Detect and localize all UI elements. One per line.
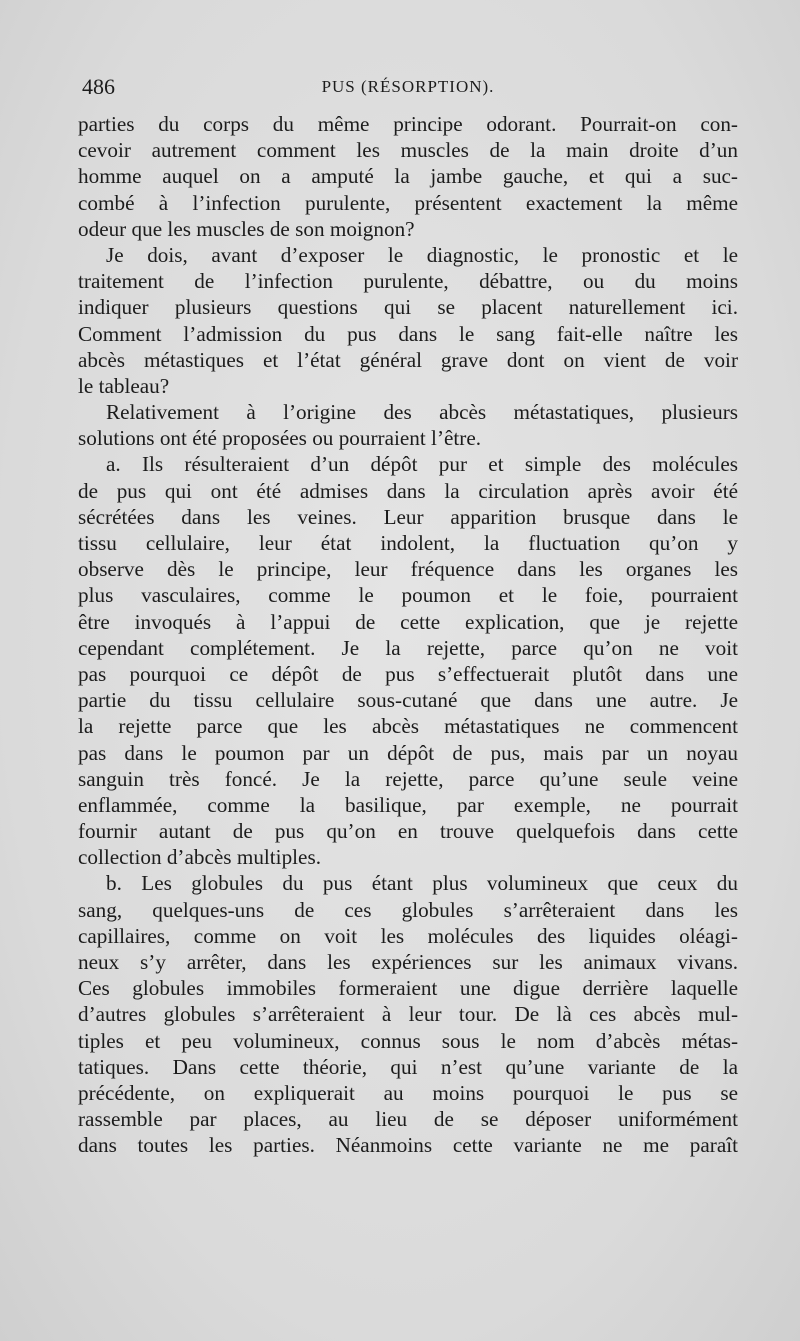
text-line: collection d’abcès multiples. bbox=[78, 845, 321, 870]
text-line: Je dois, avant d’exposer le diagnostic, le pronostic et le bbox=[106, 242, 738, 267]
text-line: partie du tissu cellulaire sous-cutané que dans une autre. Je bbox=[78, 688, 738, 713]
text-line: Relativement à l’origine des abcès métastatiques, plusieurs bbox=[106, 400, 738, 425]
page-header bbox=[78, 70, 738, 104]
text-line: combé à l’infection purulente, présentent exactement la même bbox=[78, 190, 738, 215]
text-line: a. Ils résulteraient d’un dépôt pur et simple des molécules bbox=[106, 452, 738, 477]
text-line: parties du corps du même principe odorant. Pourrait-on con- bbox=[78, 112, 738, 136]
text-line: cevoir autrement comment les muscles de la main droite d’un bbox=[78, 138, 738, 163]
text-line: odeur que les muscles de son moignon? bbox=[78, 216, 415, 241]
text-line: sécrétées dans les veines. Leur apparition brusque dans le bbox=[78, 504, 738, 529]
running-title: PUS (RÉSORPTION). bbox=[321, 77, 495, 96]
text-line: la rejette parce que les abcès métastatiques ne commencent bbox=[78, 714, 738, 739]
text-line: homme auquel on a amputé la jambe gauche, et qui a suc- bbox=[78, 164, 738, 189]
text-line: pas pourquoi ce dépôt de pus s’effectuerait plutôt dans une bbox=[78, 661, 738, 686]
text-line: neux s’y arrêter, dans les expériences sur les animaux vivans. bbox=[78, 950, 738, 974]
text-line: indiquer plusieurs questions qui se placent naturellement ici. bbox=[78, 295, 738, 320]
text-line: traitement de l’infection purulente, débattre, ou du moins bbox=[78, 269, 738, 294]
text-line: tiples et peu volumineux, connus sous le nom d’abcès métas- bbox=[78, 1028, 738, 1053]
text-line: de pus qui ont été admises dans la circulation après avoir été bbox=[78, 478, 738, 503]
text-line: le tableau? bbox=[78, 373, 170, 398]
text-line: Comment l’admission du pus dans le sang fait-elle naître les bbox=[78, 321, 738, 346]
text-line: tatiques. Dans cette théorie, qui n’est qu’une variante de la bbox=[78, 1054, 738, 1079]
text-line: être invoqués à l’appui de cette explication, que je rejette bbox=[78, 609, 738, 634]
text-line: observe dès le principe, leur fréquence dans les organes les bbox=[78, 557, 738, 582]
text-line: rassemble par places, au lieu de se déposer uniformément bbox=[78, 1107, 738, 1132]
text-line: fournir autant de pus qu’on en trouve quelquefois dans cette bbox=[78, 819, 738, 844]
body-text bbox=[78, 111, 738, 1159]
text-line: précédente, on expliquerait au moins pourquoi le pus se bbox=[78, 1080, 738, 1105]
text-line: sang, quelques-uns de ces globules s’arrêteraient dans les bbox=[78, 897, 738, 922]
text-line: d’autres globules s’arrêteraient à leur tour. De là ces abcès mul- bbox=[78, 1002, 738, 1027]
text-line: solutions ont été proposées ou pourraient l’être. bbox=[78, 426, 482, 451]
page-number: 486 bbox=[82, 74, 115, 99]
text-line: cependant complétement. Je la rejette, parce qu’on ne voit bbox=[78, 635, 738, 660]
text-line: pas dans le poumon par un dépôt de pus, mais par un noyau bbox=[78, 740, 738, 765]
text-line: tissu cellulaire, leur état indolent, la fluctuation qu’on y bbox=[78, 531, 738, 555]
text-line: plus vasculaires, comme le poumon et le foie, pourraient bbox=[78, 583, 738, 608]
text-line: sanguin très foncé. Je la rejette, parce qu’une seule veine bbox=[78, 766, 738, 791]
text-line: enflammée, comme la basilique, par exemple, ne pourrait bbox=[78, 792, 738, 817]
text-line: dans toutes les parties. Néanmoins cette variante ne me paraît bbox=[78, 1133, 738, 1158]
text-line: abcès métastiques et l’état général grave dont on vient de voir bbox=[78, 347, 738, 372]
text-line: b. Les globules du pus étant plus volumineux que ceux du bbox=[106, 871, 738, 896]
text-line: capillaires, comme on voit les molécules des liquides oléagi- bbox=[78, 923, 738, 948]
text-line: Ces globules immobiles formeraient une digue derrière laquelle bbox=[78, 976, 738, 1001]
